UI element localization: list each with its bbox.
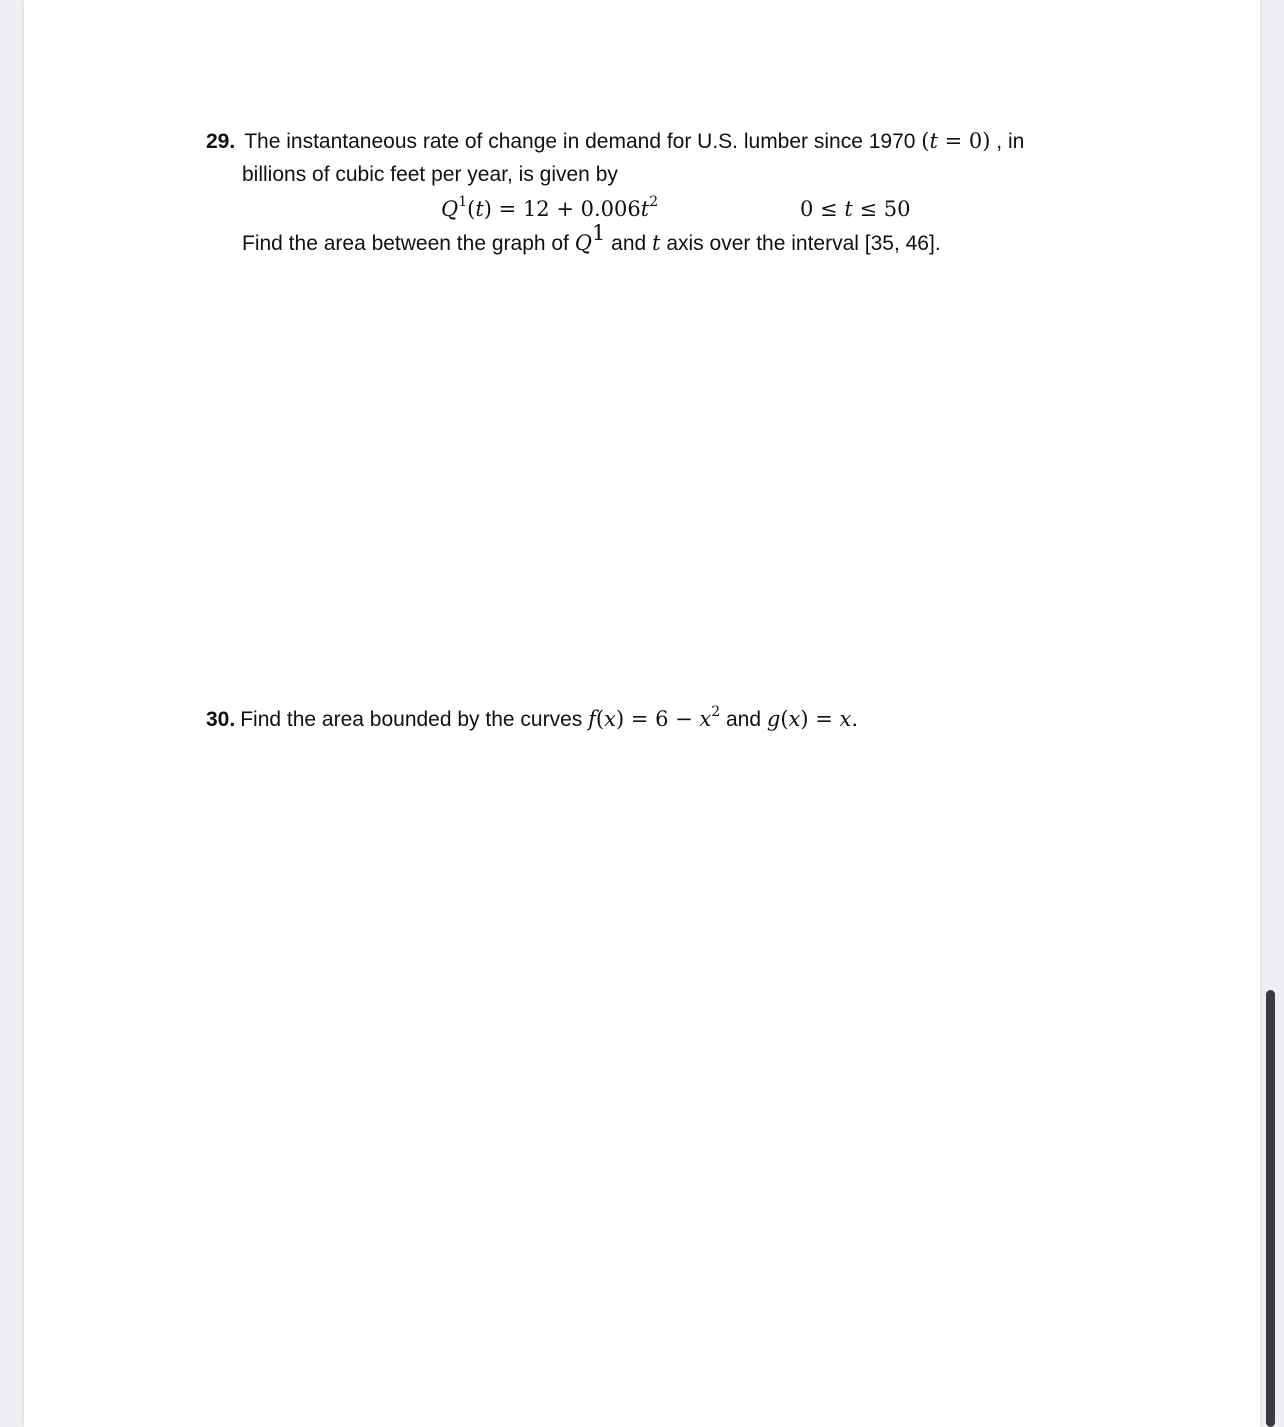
problem-30-f-expression: $f(x) = 6 - x^2$ xyxy=(588,704,721,731)
document-page xyxy=(24,0,1260,1427)
problem-29-intro: The instantaneous rate of change in demand for U.S. lumber since 1970 xyxy=(244,130,916,153)
problem-29-equation: $Q^1(t) = 12 + 0.006t^2$ xyxy=(441,194,659,221)
problem-30-number: 30. xyxy=(206,708,236,731)
problem-29-condition: (t = 0) xyxy=(921,129,991,153)
problem-29-domain: 0 ≤ t ≤ 50 xyxy=(800,197,911,221)
problem-29-line-1 xyxy=(206,129,1024,154)
problem-30-text: Find the area bounded by the curves xyxy=(240,708,589,731)
vertical-scrollbar[interactable] xyxy=(1266,990,1275,1427)
problem-29-line-2: billions of cubic feet per year, is given by xyxy=(242,163,618,186)
problem-29-intro-tail: , in xyxy=(990,130,1025,153)
problem-30-g-expression: g(x) = x. xyxy=(766,707,859,731)
problem-30-line: 30. Find the area bounded by the curves $f(x) = 6 - x^2$ and g(x) = x. xyxy=(206,704,859,731)
problem-29-question: Find the area between the graph of $Q^1$ and t axis over the interval [35, 46]. xyxy=(242,221,941,255)
problem-29-number: 29. xyxy=(206,130,236,153)
